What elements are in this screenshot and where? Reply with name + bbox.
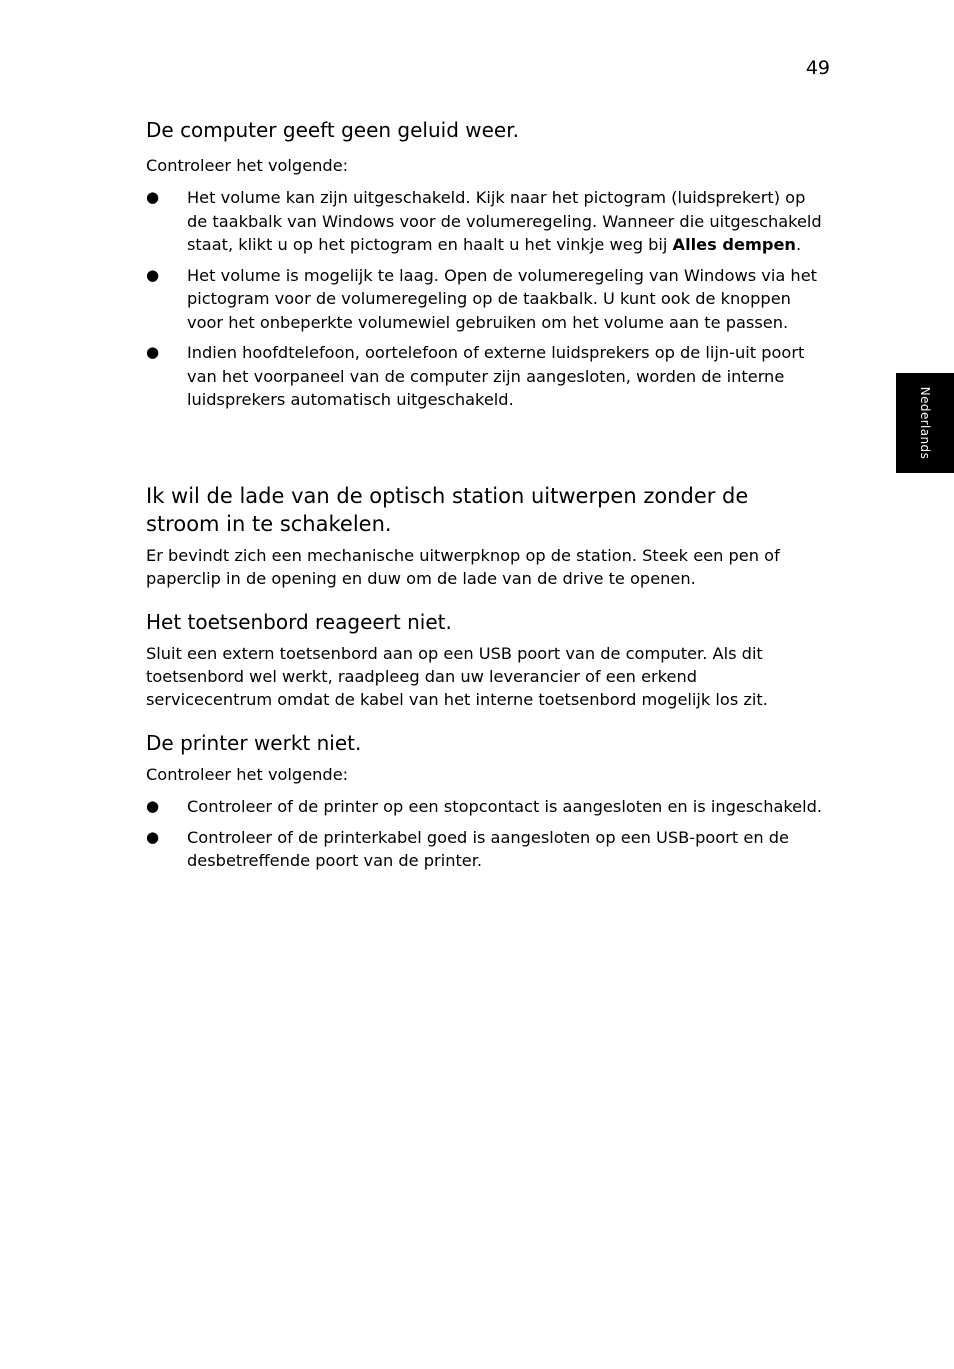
bullet-icon: ● [146,265,160,284]
body-keyboard: Sluit een extern toetsenbord aan op een USB poort van de computer. Als dit toetsenbord wel werkt, raadpleeg dan uw leverancier of een erkend servicecentrum omdat de kabel van het interne toetsenbord mogelijk los zit. [146,644,768,709]
heading-keyboard: Het toetsenbord reageert niet. [146,610,452,634]
list-item [146,826,826,873]
bullet-text: Controleer of de printerkabel goed is aangesloten op een USB-poort en de desbetreffende poort van de printer. [187,827,789,870]
list-item [146,264,826,335]
bullet-icon: ● [146,827,160,846]
section-no-sound [146,116,826,419]
intro-printer: Controleer het volgende: [146,765,349,784]
bullet-bold-term: Alles dempen [672,235,796,254]
body-eject-tray: Er bevindt zich een mechanische uitwerpknop op de station. Steek een pen of paperclip in de opening en duw om de lade van de drive te openen. [146,546,780,588]
heading-eject-tray: Ik wil de lade van de optisch station uitwerpen zonder de stroom in te schakelen. [146,484,749,536]
bullet-text: Het volume is mogelijk te laag. Open de volumeregeling van Windows via het pictogram voor de volumeregeling op de taakbalk. U kunt ook de knoppen voor het onbeperkte volumewiel gebruiken om het volume aan te passen. [187,265,817,332]
lower-sections [146,482,826,880]
section-eject-tray [146,482,826,590]
section-printer [146,729,826,873]
page-number: 49 [805,57,830,79]
bullet-text: Controleer of de printer op een stopcontact is aangesloten en is ingeschakeld. [187,797,823,816]
bullet-text: Het volume kan zijn uitgeschakeld. Kijk naar het pictogram (luidsprekert) op de taakbalk van Windows voor de volumeregeling. Wanneer die uitgeschakeld staat, klikt u op het pictogram en haalt u het vinkje weg bij [187,188,822,254]
language-side-tab [896,373,954,473]
heading-printer: De printer werkt niet. [146,731,362,755]
heading-no-sound: De computer geeft geen geluid weer. [146,118,519,142]
language-side-tab-label: Nederlands [918,386,932,460]
list-item [146,186,826,257]
bullet-text: Indien hoofdtelefoon, oortelefoon of externe luidsprekers op de lijn-uit poort van het voorpaneel van de computer zijn aangesloten, worden de interne luidsprekers automatisch uitgeschakeld. [187,343,805,409]
section-keyboard [146,608,826,711]
bullet-list-no-sound [146,186,826,412]
list-item [146,795,826,819]
bullet-icon: ● [146,797,160,815]
bullet-icon: ● [146,343,160,361]
bullet-list-printer [146,795,826,873]
intro-no-sound: Controleer het volgende: [146,156,349,175]
bullet-icon: ● [146,188,160,206]
list-item [146,341,826,412]
bullet-suffix: . [795,235,802,254]
